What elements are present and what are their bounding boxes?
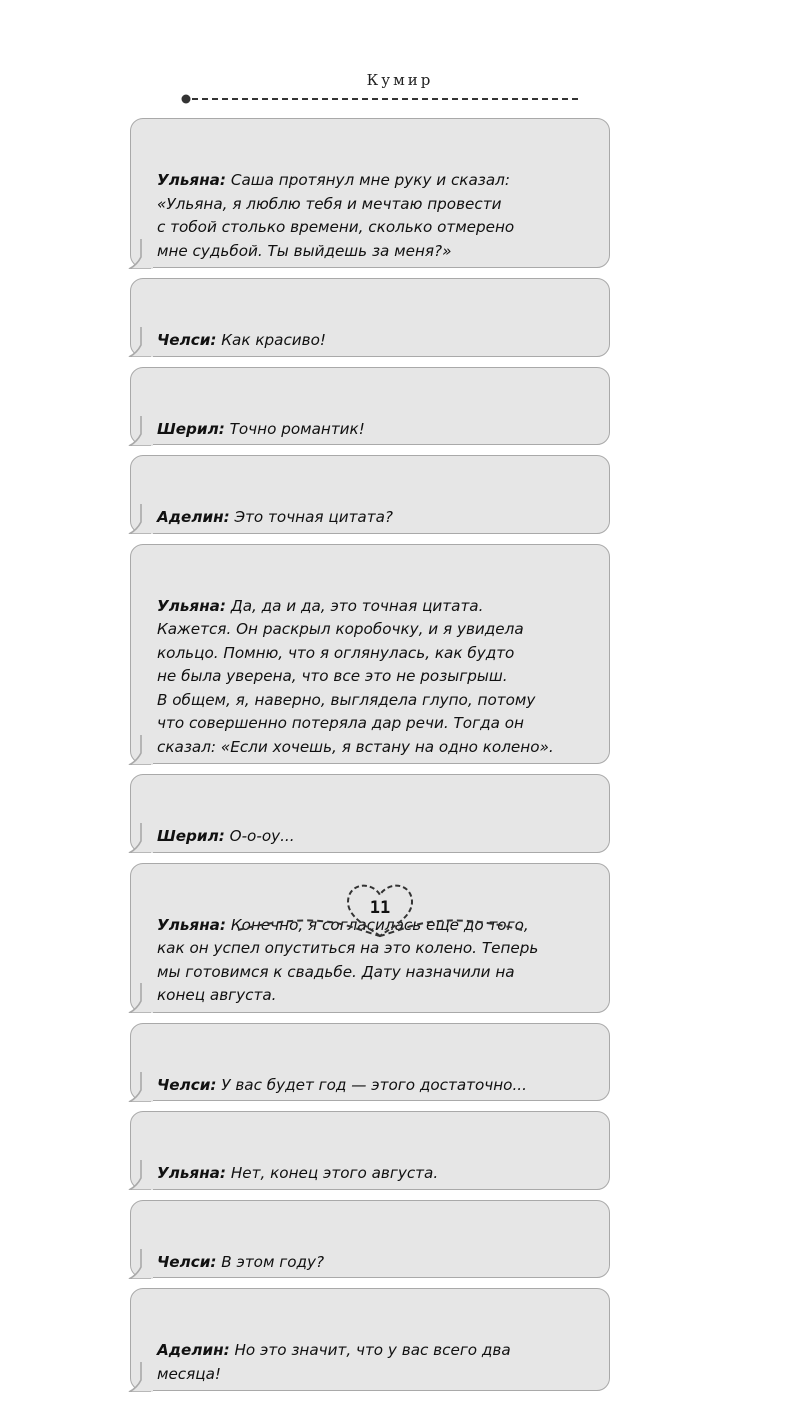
speech-text: Да, да и да, это точная цитата. Кажется. Он раскрыл коробочку, и я увидела кольцо. Помню, что я оглянулась, как будто не была уверена, что все это не розыгрыш. В общем, я, наверно, выглядела глупо, потому что совершенно потеряла дар речи. Тогда он сказал: «Если хочешь, я встану на одно колено».: [157, 596, 554, 756]
dashed-rule-divider: [180, 92, 585, 106]
speaker-name: Ульяна:: [157, 171, 227, 189]
speech-bubble: [130, 1200, 610, 1279]
speech-text: В этом году?: [221, 1252, 325, 1271]
page-footer: [230, 880, 530, 942]
bubble-tail-icon: [127, 504, 153, 534]
speaker-name: Ульяна:: [157, 596, 227, 615]
bubble-tail-icon: [127, 823, 153, 853]
speech-text: О-о-оу...: [229, 827, 295, 845]
speaker-name: Аделин:: [157, 508, 230, 526]
speech-text: У вас будет год — этого достаточно...: [221, 1075, 527, 1094]
bubble-tail-icon: [127, 416, 153, 446]
speech-text: Точно романтик!: [229, 419, 365, 438]
speech-bubble: [130, 774, 610, 853]
bubble-tail-icon: [127, 327, 153, 357]
bubble-tail-icon: [127, 1160, 153, 1190]
bubble-tail-icon: [127, 983, 153, 1013]
bubble-tail-icon: [127, 1249, 153, 1279]
speech-text: Нет, конец этого августа.: [230, 1164, 439, 1182]
page-number: 11: [369, 898, 391, 918]
running-header: [0, 70, 800, 89]
speech-text: Саша протянул мне руку и сказал: «Ульяна, я люблю тебя и мечтаю провести с тобой столько времени, сколько отмерено мне судьбой. Ты выйдешь за меня?»: [157, 171, 515, 260]
dialogue-list: [130, 118, 610, 1401]
speaker-name: Челси:: [157, 1252, 217, 1271]
speech-text: Как красиво!: [221, 331, 327, 349]
bubble-tail-icon: [127, 1072, 153, 1102]
speaker-name: Аделин:: [157, 1341, 230, 1359]
speech-bubble: [130, 1111, 610, 1190]
speaker-name: Шерил:: [157, 419, 225, 438]
running-title: Кумир: [366, 71, 434, 89]
speaker-name: Ульяна:: [157, 1164, 227, 1182]
speech-bubble: [130, 367, 610, 446]
speech-bubble: [130, 544, 610, 765]
speech-text: Конечно, я согласилась еще до того, как он успел опуститься на это колено. Теперь мы готовимся к свадьбе. Дату назначили на конец августа.: [157, 915, 539, 1004]
speech-bubble: [130, 118, 610, 268]
speech-bubble: [130, 455, 610, 534]
speaker-name: Шерил:: [157, 827, 225, 845]
speech-bubble: [130, 1288, 610, 1391]
bubble-tail-icon: [127, 1362, 153, 1392]
speech-text: Это точная цитата?: [234, 508, 393, 526]
speaker-name: Челси:: [157, 331, 217, 349]
bubble-tail-icon: [127, 735, 153, 765]
speaker-name: Челси:: [157, 1075, 217, 1094]
bubble-tail-icon: [127, 239, 153, 269]
rule-dot-icon: [182, 95, 191, 104]
speaker-name: Ульяна:: [157, 915, 227, 934]
speech-bubble: [130, 1023, 610, 1102]
speech-bubble: [130, 278, 610, 357]
speech-text: Но это значит, что у вас всего два месяца!: [157, 1341, 511, 1383]
